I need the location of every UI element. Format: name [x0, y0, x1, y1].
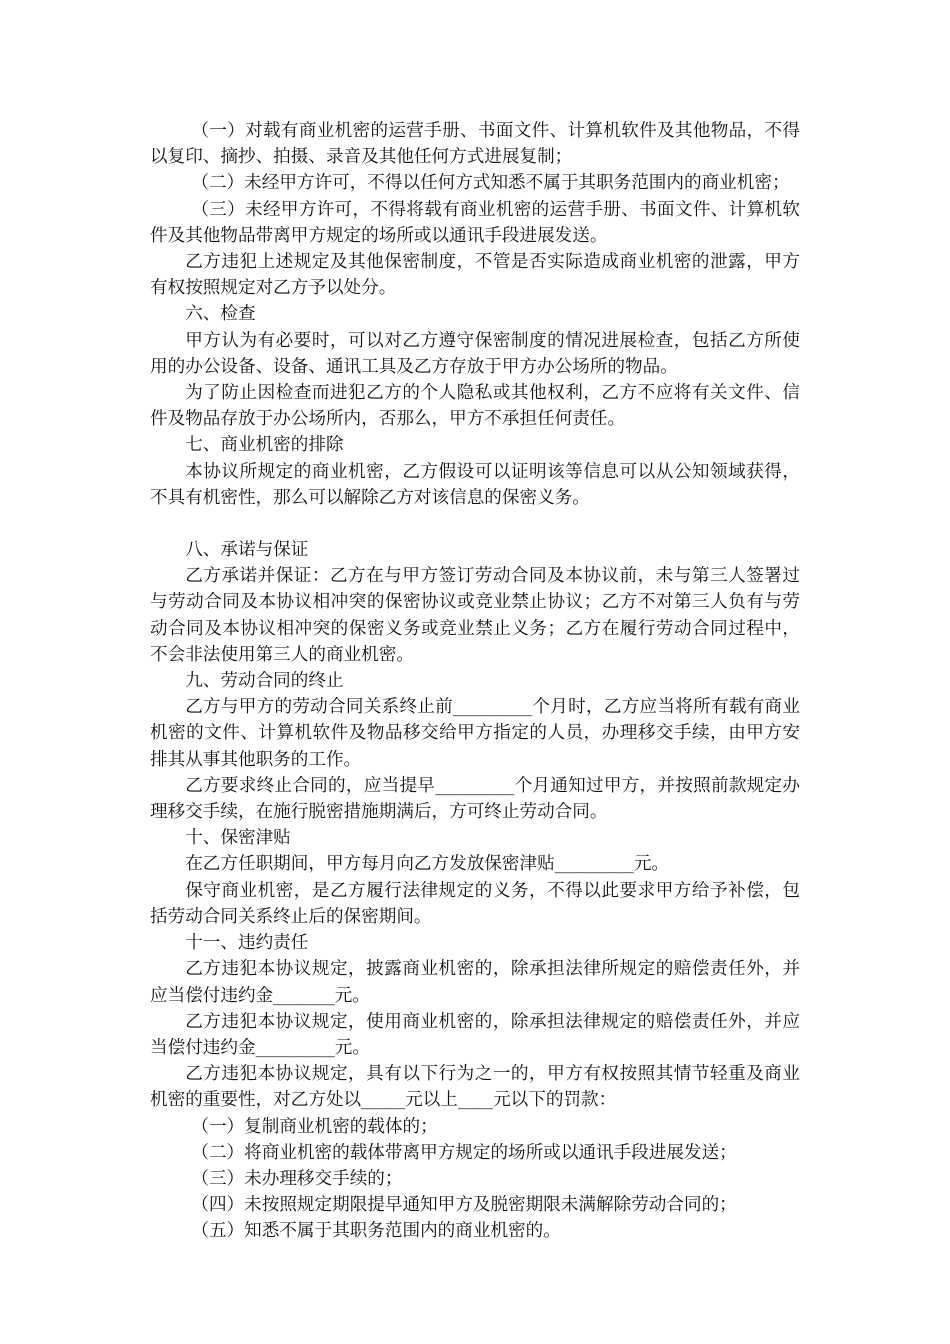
paragraph: 本协议所规定的商业机密，乙方假设可以证明该等信息可以从公知领域获得，不具有机密性，那么可以解除乙方对该信息的保密义务。: [150, 461, 800, 508]
paragraph: 为了防止因检查而进犯乙方的个人隐私或其他权利，乙方不应将有关文件、信件及物品存放于办公场所内，否那么，甲方不承担任何责任。: [150, 383, 800, 430]
penalty-item-1: （一）复制商业机密的载体的；: [191, 1116, 438, 1137]
penalty-item-2: （二）将商业机密的载体带离甲方规定的场所或以通讯手段进展发送；: [191, 1142, 737, 1163]
clause-item-2: （二）未经甲方许可，不得以任何方式知悉不属于其职务范围内的商业机密；: [191, 173, 790, 194]
section-heading-7: 七、商业机密的排除: [185, 435, 344, 456]
paragraph: 甲方认为有必要时，可以对乙方遵守保密制度的情况进展检查，包括乙方所使用的办公设备、设备、通讯工具及乙方存放于甲方办公场所的物品。: [150, 330, 800, 377]
paragraph: 乙方与甲方的劳动合同关系终止前_________个月时，乙方应当将所有载有商业机密的文件、计算机软件及物品移交给甲方指定的人员，办理移交手续，由甲方安排其从事其他职务的工作。: [150, 697, 800, 770]
section-heading-6: 六、检查: [185, 304, 256, 325]
paragraph: 乙方违犯本协议规定，具有以下行为之一的，甲方有权按照其情节轻重及商业机密的重要性，对乙方处以_____元以上____元以下的罚款：: [150, 1064, 800, 1111]
paragraph: 乙方违犯本协议规定，使用商业机密的，除承担法律规定的赔偿责任外，并应当偿付违约金_________元。: [150, 1011, 800, 1058]
paragraph: 乙方要求终止合同的，应当提早_________个月通知过甲方，并按照前款规定办理移交手续，在施行脱密措施期满后，方可终止劳动合同。: [150, 775, 800, 823]
paragraph: 乙方承诺并保证：乙方在与甲方签订劳动合同及本协议前，未与第三人签署过与劳动合同及本协议相冲突的保密协议或竞业禁止协议；乙方不对第三人负有与劳动合同及本协议相冲突的保密义务或竞业禁止义务；乙方在履行劳动合同过程中，不会非法使用第三人的商业机密。: [150, 566, 800, 665]
section-heading-9: 九、劳动合同的终止: [185, 671, 344, 692]
clause-item-1: （一）对载有商业机密的运营手册、书面文件、计算机软件及其他物品，不得以复印、摘抄、拍摄、录音及其他任何方式进展复制；: [150, 121, 800, 168]
paragraph: 保守商业机密，是乙方履行法律规定的义务，不得以此要求甲方给予补偿，包括劳动合同关系终止后的保密期间。: [150, 880, 800, 927]
section-heading-8: 八、承诺与保证: [185, 540, 309, 561]
blank-line: [150, 511, 800, 537]
penalty-item-5: （五）知悉不属于其职务范围内的商业机密的。: [191, 1221, 561, 1242]
penalty-item-4: （四）未按照规定期限提早通知甲方及脱密期限未满解除劳动合同的；: [191, 1195, 737, 1216]
document-body: [150, 118, 800, 1245]
paragraph: 在乙方任职期间，甲方每月向乙方发放保密津贴_________元。: [185, 854, 670, 875]
section-heading-11: 十一、违约责任: [185, 933, 309, 954]
section-heading-10: 十、保密津贴: [185, 828, 291, 849]
paragraph: 乙方违犯本协议规定，披露商业机密的，除承担法律所规定的赔偿责任外，并应当偿付违约金_______元。: [150, 959, 800, 1006]
penalty-item-3: （三）未办理移交手续的；: [191, 1168, 403, 1189]
clause-item-3: （三）未经甲方许可，不得将载有商业机密的运营手册、书面文件、计算机软件及其他物品带离甲方规定的场所或以通讯手段进展发送。: [150, 199, 800, 246]
paragraph: 乙方违犯上述规定及其他保密制度，不管是否实际造成商业机密的泄露，甲方有权按照规定对乙方予以处分。: [150, 252, 800, 299]
